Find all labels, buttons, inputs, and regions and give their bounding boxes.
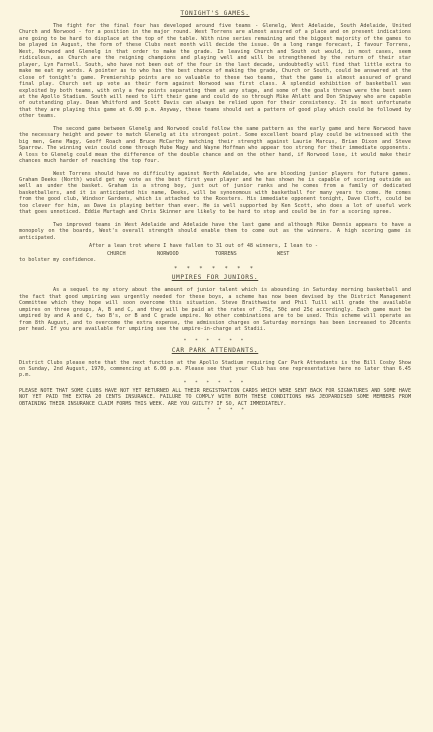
tips-intro-line: After a lean trot where I have fallen to 31 out of 48 winners, I lean to - <box>89 243 319 250</box>
section-separator: * * * * * * * <box>173 266 257 273</box>
tip-team: NORWOOD <box>157 250 179 257</box>
end-separator: * * * * <box>207 407 247 413</box>
umpires-heading: UMPIRES FOR JUNIORS. <box>171 274 259 282</box>
section-separator: * * * * * * <box>183 338 247 344</box>
torrens-north-paragraph: West Torrens should have no difficulty against North Adelaide, who are blooding junior players for future games. Graham Deeks (North) would get my vote as the best first year player and he has shown he is capable of scoring outside as well as under the basket. Graham is a strong boy, just out of junior ranks and he comes from a family of dedicated basketballers, and it is anticipated his name, Deeks, will be synonomous with basketball for many years to come. He comes from the good club, Windsor Gardens, which is attached to the Roosters. His immediate opponent tonight, Dave Cloft, could be too clever for him, as Dave is playing better than ever. He is well supported by Ken Scott, who does a lot of useful work that goes unnoticed. Eddie Murtagh and Chris Skinner are likely to be hard to stop and could be in for a scoring spree. <box>19 170 411 216</box>
intro-paragraph: The fight for the final four has developed around five teams - Glenelg, West Adelaide, South Adelaide, United Church and Norwood - for a position in the major round. West Torrens are almost assured of a place and on present indications are going to be hard to displace at the top of the table. With nine series remaining and the biggest majority of the games to be played in August, the form of these Clubs next month will decide the issue. On a long range forecast, I favour Torrens, West, Norwood and Glenelg in that order to make the grade. In leaving Church and South out would, in most cases, seem ridiculous, as Church are the reigning champions and playing well and will be strengthened by the return of their star player, Lyn Farnell. South, who have not been out of the four in the last decade, undoubtedly will find that little extra to make me eat my words. A pointer as to who has the best chance of making the grade, Church or South, could be answered at the close of tonight's game. Premiership points are so valuable to these two teams, that the game is almost assured of grand final play. Church set up vote as their form against Norwood was first class. A splendid exhibition of basketball was exploited by both teams, with only a few points separating them at any stage, and some of the goals thrown were the best seen at the Apollo Stadium. South will need to lift their game and could do so through Mike Ahlatt and Don Shipway who are capable of outstanding play. Dean Whitford and Scott Davis can always be relied upon for their consistency. It is most unfortunate that they are playing this game at 6.00 p.m. Anyway, these teams should set a pattern of good play which could be followed by other teams. <box>19 23 411 120</box>
tips-closing-line: to bolster my confidence. <box>19 256 97 263</box>
car-park-paragraph: District Clubs please note that the next function at the Apollo Stadium requiring Car Park Attendants is the Bill Cosby Show on Sunday, 2nd August, 1970, commencing at 6.00 p.m. Please see that your Club has one representative here no later than 6.45 p.m. <box>19 359 411 379</box>
section-separator: * * * * * * <box>183 380 247 386</box>
tip-team: WEST <box>277 250 290 257</box>
west-adelaide-paragraph: Two improved teams in West Adelaide and Adelaide have the last game and although Mike Dennis appears to have a monopoly on the boards, West's overall strength should enable them to come out as the winners. A high scoring game is anticipated. <box>19 221 411 241</box>
glenelg-norwood-paragraph: The second game between Glenelg and Norwood could follow the same pattern as the early game and here Norwood have the necessary height and power to match Glenelg at its strongest point. Some excellent board play could be witnessed with the big men, Gene Magy, Geoff Roach and Bruce McCarthy matching their strength against Laurie Marcus, Brian Dixon and Steve Sparrow. The winning vein could come through Hube Magy and Wayne Hoffman who appear too strong for their immediate opponents. A loss to Glenelg could mean the difference of the double chance and on the other hand, if Norwood lose, it would make their chances much harder of reaching the top four. <box>19 125 411 165</box>
tip-team: CHURCH <box>107 250 126 257</box>
umpires-paragraph: As a sequel to my story about the amount of junior talent which is abounding in Saturday morning basketball and the fact that good umpiring was urgently needed for these boys, a scheme has now been devised by the District Management Committee which they hope will soon overcome this situation. Steve Braithwaite and Phil Tuill will grade the available umpires on three groups, A, B and C, and they will be paid at the rates of .75¢, 50¢ and 25¢ accordingly. Each game must be umpired by and A and C, two B's, or B and C grade umpire. No other combinations are to be used. This scheme will operate as from 8th August, and to overcome the extra expense, the admission charges on Saturday mornings has been increased to 20cents per head. If you are available for umpiring see the umpire-in-charge at Stadii. <box>19 287 411 333</box>
page-title: TONIGHT'S GAMES. <box>180 10 250 17</box>
car-park-heading: CAR PARK ATTENDANTS. <box>171 346 259 354</box>
insurance-notice: PLEASE NOTE THAT SOME CLUBS HAVE NOT YET RETURNED ALL THEIR REGISTRATION CARDS WHICH WERE SENT BACK FOR SIGNATURES AND SOME HAVE NOT YET PAID THE EXTRA 20 CENTS INSURANCE. FAILURE TO COMPLY WITH BOTH THESE CONDITIONS HAS JEOPARDISED SOME MEMBERS FROM OBTAINING THEIR INSURANCE CLAIM FORMS THIS WEEK. ARE YOU GUILTY? IF SO, ACT IMMEDIATELY. <box>19 387 411 407</box>
tip-team: TORRENS <box>215 250 237 257</box>
